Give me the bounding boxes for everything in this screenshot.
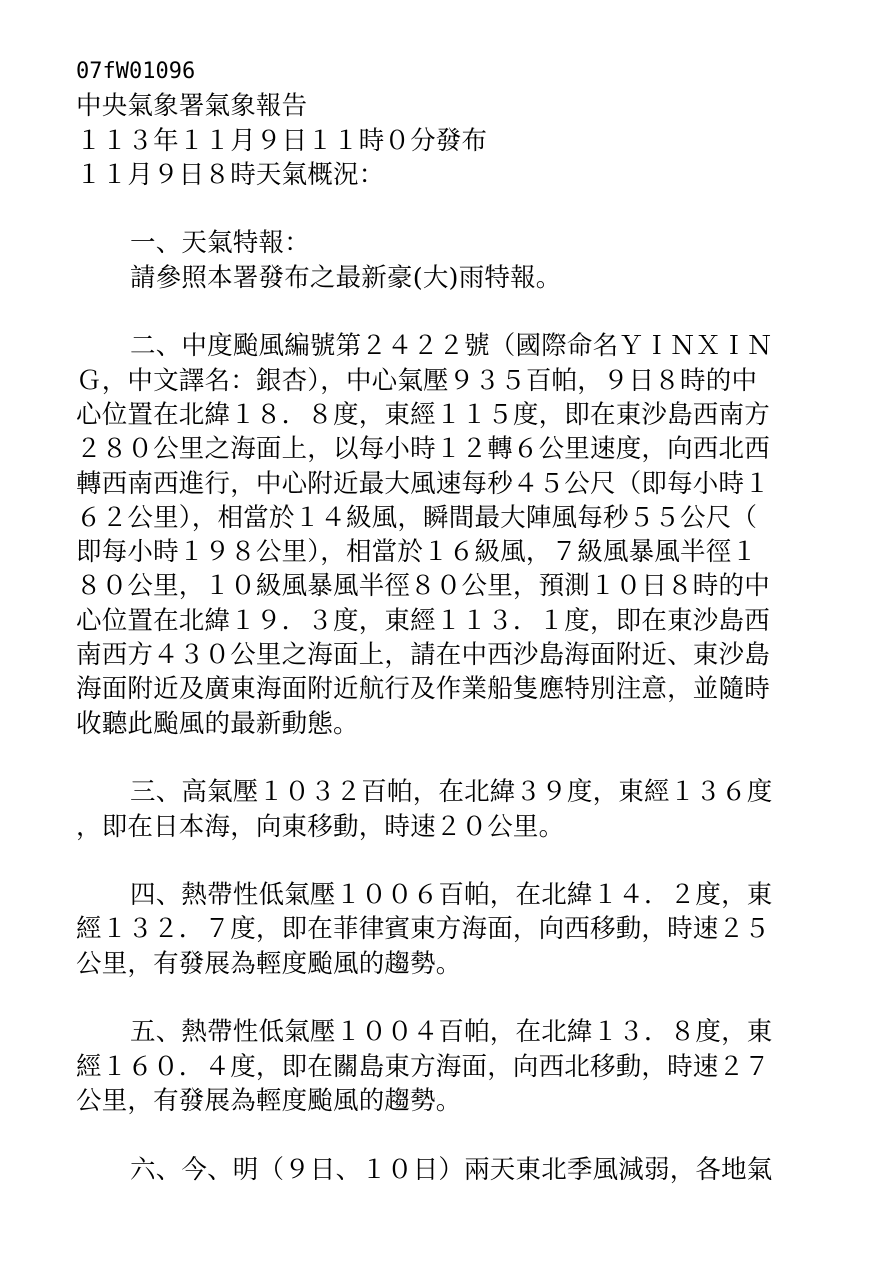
- paragraph-line: 轉西南西進行，中心附近最大風速每秒４５公尺（即每小時１: [76, 468, 770, 499]
- section-weather-advisory: [76, 226, 816, 295]
- section-monsoon: [76, 1153, 816, 1187]
- paragraph-line: 收聽此颱風的最新動態。: [76, 708, 359, 739]
- paragraph-line: Ｇ，中文譯名：銀杏），中心氣壓９３５百帕，９日８時的中: [76, 365, 758, 396]
- section-tropical-depression-1: [76, 878, 816, 981]
- spacer: [76, 192, 816, 226]
- paragraph-line: 四、熱帶性低氣壓１００６百帕，在北緯１４．２度，東: [130, 880, 773, 911]
- paragraph-line: 海面附近及廣東海面附近航行及作業船隻應特別注意，並隨時: [76, 674, 770, 705]
- paragraph-line: 六、今、明（９日、１０日）兩天東北季風減弱，各地氣: [130, 1154, 773, 1185]
- report-title: 中央氣象署氣象報告: [76, 91, 308, 122]
- paragraph-line: 南西方４３０公里之海面上，請在中西沙島海面附近、東沙島: [76, 640, 770, 671]
- issue-time: １１３年１１月９日１１時０分發布: [76, 125, 488, 156]
- paragraph-line: 三、高氣壓１０３２百帕，在北緯３９度，東經１３６度: [130, 777, 773, 808]
- spacer: [76, 1118, 816, 1152]
- paragraph-line: 二、中度颱風編號第２４２２號（國際命名ＹＩＮＸＩＮ: [130, 331, 773, 362]
- spacer: [76, 844, 816, 878]
- paragraph-line: 經１６０．４度，即在關島東方海面，向西北移動，時速２７: [76, 1051, 770, 1082]
- paragraph-line: ２８０公里之海面上，以每小時１２轉６公里速度，向西北西: [76, 434, 770, 465]
- paragraph-line: ，即在日本海，向東移動，時速２０公里。: [76, 811, 565, 842]
- section-typhoon: [76, 329, 816, 741]
- document-id: 07fW01096: [76, 59, 196, 84]
- section-tropical-depression-2: [76, 1015, 816, 1118]
- paragraph-line: 公里，有發展為輕度颱風的趨勢。: [76, 948, 462, 979]
- paragraph-line: ８０公里，１０級風暴風半徑８０公里，預測１０日８時的中: [76, 571, 770, 602]
- spacer: [76, 741, 816, 775]
- spacer: [76, 981, 816, 1015]
- paragraph-line: 心位置在北緯１８．８度，東經１１５度，即在東沙島西南方: [76, 399, 770, 430]
- paragraph-line: 心位置在北緯１９．３度，東經１１３．１度，即在東沙島西: [76, 605, 770, 636]
- spacer: [76, 295, 816, 329]
- paragraph-line: 即每小時１９８公里），相當於１６級風，７級風暴風半徑１: [76, 537, 758, 568]
- paragraph-line: 經１３２．７度，即在菲律賓東方海面，向西移動，時速２５: [76, 914, 770, 945]
- paragraph-line: 五、熱帶性低氣壓１００４百帕，在北緯１３．８度，東: [130, 1017, 773, 1048]
- paragraph-line: 公里，有發展為輕度颱風的趨勢。: [76, 1085, 462, 1116]
- section-high-pressure: [76, 775, 816, 844]
- overview-heading: １１月９日８時天氣概況：: [76, 159, 385, 190]
- weather-report: [76, 55, 816, 1187]
- section-heading: 一、天氣特報：: [130, 228, 310, 259]
- paragraph-line: 請參照本署發布之最新豪(大)雨特報。: [130, 262, 562, 293]
- paragraph-line: ６２公里），相當於１４級風，瞬間最大陣風每秒５５公尺（: [76, 502, 758, 533]
